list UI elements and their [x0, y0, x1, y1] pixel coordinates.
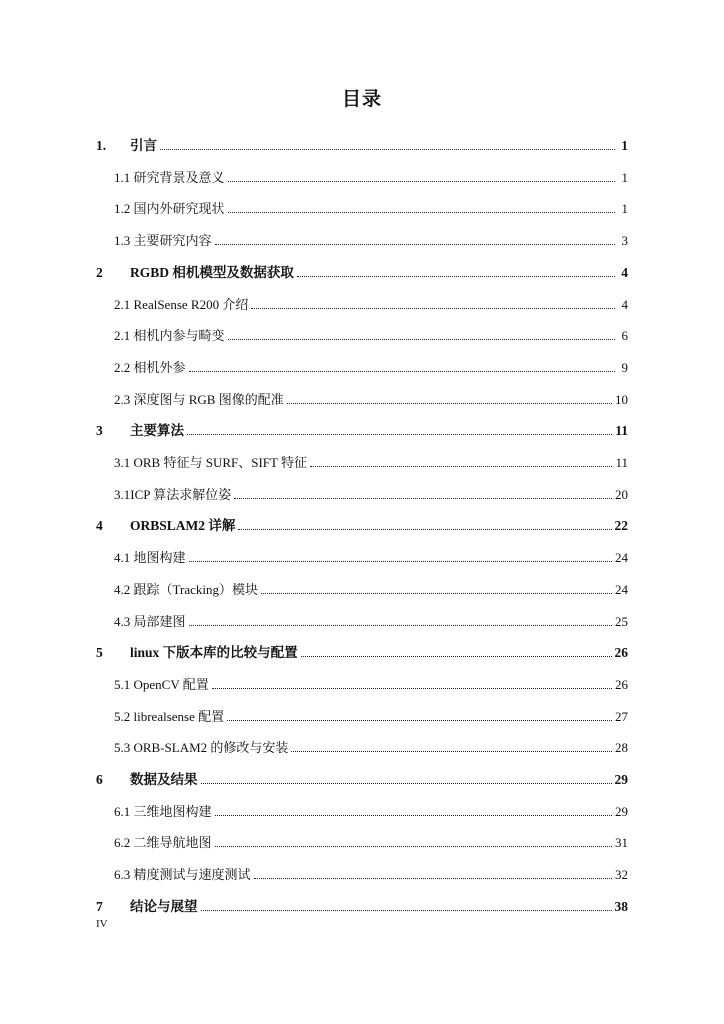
toc-dot-leader — [238, 529, 611, 530]
toc-page-number: 4 — [621, 264, 628, 280]
toc-entry-title: 2.2 相机外参 — [114, 359, 186, 375]
toc-entry-title: 4.3 局部建图 — [114, 613, 186, 629]
toc-dot-leader — [291, 751, 612, 752]
toc-page-number: 28 — [615, 740, 628, 756]
toc-chapter-entry[interactable] — [96, 512, 628, 534]
toc-entry-number: 3 — [96, 423, 103, 439]
toc-dot-leader — [187, 434, 612, 435]
toc-page-number: 3 — [621, 233, 628, 249]
toc-entry-title: 2.1 相机内参与畸变 — [114, 328, 225, 344]
toc-entry-title: 4.1 地图构建 — [114, 550, 186, 566]
toc-page-number: 6 — [621, 328, 628, 344]
toc-dot-leader — [228, 339, 615, 340]
toc-entry-title: 主要算法 — [130, 423, 184, 439]
page-footer-number: IV — [96, 918, 108, 930]
toc-dot-leader — [261, 593, 612, 594]
toc-section-entry[interactable] — [96, 861, 628, 883]
toc-dot-leader — [228, 212, 615, 213]
toc-entry-number: 7 — [96, 898, 103, 914]
toc-page-number: 26 — [614, 645, 628, 661]
toc-section-entry[interactable] — [96, 798, 628, 820]
toc-section-entry[interactable] — [96, 291, 628, 313]
toc-dot-leader — [227, 720, 612, 721]
toc-section-entry[interactable] — [96, 703, 628, 725]
toc-page-number: 24 — [615, 581, 628, 597]
toc-entry-title: 5.3 ORB-SLAM2 的修改与安装 — [114, 740, 289, 756]
toc-dot-leader — [251, 308, 615, 309]
toc-dot-leader — [212, 688, 612, 689]
toc-dot-leader — [215, 244, 615, 245]
toc-page-number: 29 — [615, 803, 628, 819]
toc-chapter-entry[interactable] — [96, 639, 628, 661]
toc-section-entry[interactable] — [96, 576, 628, 598]
toc-dot-leader — [228, 181, 615, 182]
page-title: 目录 — [341, 88, 382, 110]
toc-dot-leader — [189, 371, 615, 372]
toc-entry-title: 6.1 三维地图构建 — [114, 803, 212, 819]
toc-chapter-entry[interactable] — [96, 259, 628, 281]
toc-section-entry[interactable] — [96, 227, 628, 249]
toc-section-entry[interactable] — [96, 829, 628, 851]
toc-page-number: 1 — [621, 169, 628, 185]
toc-chapter-entry[interactable] — [96, 766, 628, 788]
toc-page-number: 11 — [615, 455, 628, 470]
toc-dot-leader — [160, 149, 615, 150]
toc-page-number: 9 — [621, 359, 628, 375]
toc-section-entry[interactable] — [96, 386, 628, 408]
toc-entry-title: 引言 — [130, 138, 157, 153]
toc-entry-title: 数据及结果 — [130, 772, 198, 787]
toc-entry-title: 3.1ICP 算法求解位姿 — [114, 486, 232, 502]
toc-chapter-entry[interactable] — [96, 893, 628, 915]
toc-dot-leader — [189, 561, 612, 562]
toc-page-number: 31 — [615, 835, 628, 851]
toc-entry-title: 6.2 二维导航地图 — [114, 835, 212, 851]
toc-page-number: 10 — [615, 391, 628, 407]
toc-page-number: 20 — [615, 486, 628, 502]
toc-section-entry[interactable] — [96, 449, 628, 471]
toc-dot-leader — [215, 815, 612, 816]
toc-section-entry[interactable] — [96, 608, 628, 630]
toc-entry-title: 6.3 精度测试与速度测试 — [114, 867, 251, 883]
toc-entry-number: 2 — [96, 264, 103, 280]
toc-page-number: 25 — [615, 613, 628, 629]
toc-dot-leader — [201, 783, 612, 784]
toc-dot-leader — [215, 846, 612, 847]
toc-entry-number: 1. — [96, 138, 107, 153]
toc-entry-title: 2.1 RealSense R200 介绍 — [114, 296, 249, 312]
toc-dot-leader — [201, 910, 612, 911]
toc-entry-title: 5.1 OpenCV 配置 — [114, 676, 209, 692]
toc-dot-leader — [297, 276, 615, 277]
toc-section-entry[interactable] — [96, 544, 628, 566]
toc-dot-leader — [301, 656, 612, 657]
toc-chapter-entry[interactable] — [96, 417, 628, 439]
toc-dot-leader — [189, 625, 612, 626]
toc-page-number: 32 — [615, 867, 628, 883]
toc-section-entry[interactable] — [96, 671, 628, 693]
toc-entry-title: ORBSLAM2 详解 — [130, 518, 236, 534]
toc-chapter-entry[interactable] — [96, 132, 628, 154]
toc-page-number: 4 — [621, 296, 628, 312]
toc-section-entry[interactable] — [96, 354, 628, 376]
toc-section-entry[interactable] — [96, 195, 628, 217]
toc-page-number: 26 — [615, 676, 628, 692]
toc-page-number: 27 — [615, 708, 628, 724]
toc-dot-leader — [234, 498, 612, 499]
toc-entry-number: 4 — [96, 518, 103, 534]
toc-page-number: 22 — [614, 518, 628, 534]
toc-page-number: 1 — [621, 138, 628, 153]
toc-entry-title: 结论与展望 — [130, 898, 198, 914]
toc-section-entry[interactable] — [96, 322, 628, 344]
toc-page-number: 11 — [615, 423, 628, 439]
toc-dot-leader — [310, 466, 612, 467]
toc-entry-title: 1.2 国内外研究现状 — [114, 201, 225, 217]
toc-section-entry[interactable] — [96, 164, 628, 186]
toc-dot-leader — [254, 878, 612, 879]
toc-page-number: 1 — [621, 201, 628, 217]
toc-page-number: 38 — [614, 898, 628, 914]
toc-entry-title: 1.1 研究背景及意义 — [114, 169, 225, 185]
toc-entry-title: 3.1 ORB 特征与 SURF、SIFT 特征 — [114, 455, 307, 470]
toc-entry-number: 5 — [96, 645, 103, 661]
toc-page-number: 24 — [615, 550, 628, 566]
toc-page-number: 29 — [614, 772, 628, 787]
toc-entry-title: 4.2 跟踪（Tracking）模块 — [114, 581, 258, 597]
toc-entry-title: 2.3 深度图与 RGB 图像的配准 — [114, 391, 284, 407]
toc-entry-title: 1.3 主要研究内容 — [114, 233, 212, 249]
toc-entry-number: 6 — [96, 772, 103, 787]
toc-entry-title: linux 下版本库的比较与配置 — [130, 645, 298, 661]
toc-entry-title: RGBD 相机模型及数据获取 — [130, 264, 294, 280]
toc-entry-title: 5.2 librealsense 配置 — [114, 708, 225, 724]
toc-section-entry[interactable] — [96, 481, 628, 503]
toc-dot-leader — [287, 403, 612, 404]
toc-section-entry[interactable] — [96, 734, 628, 756]
